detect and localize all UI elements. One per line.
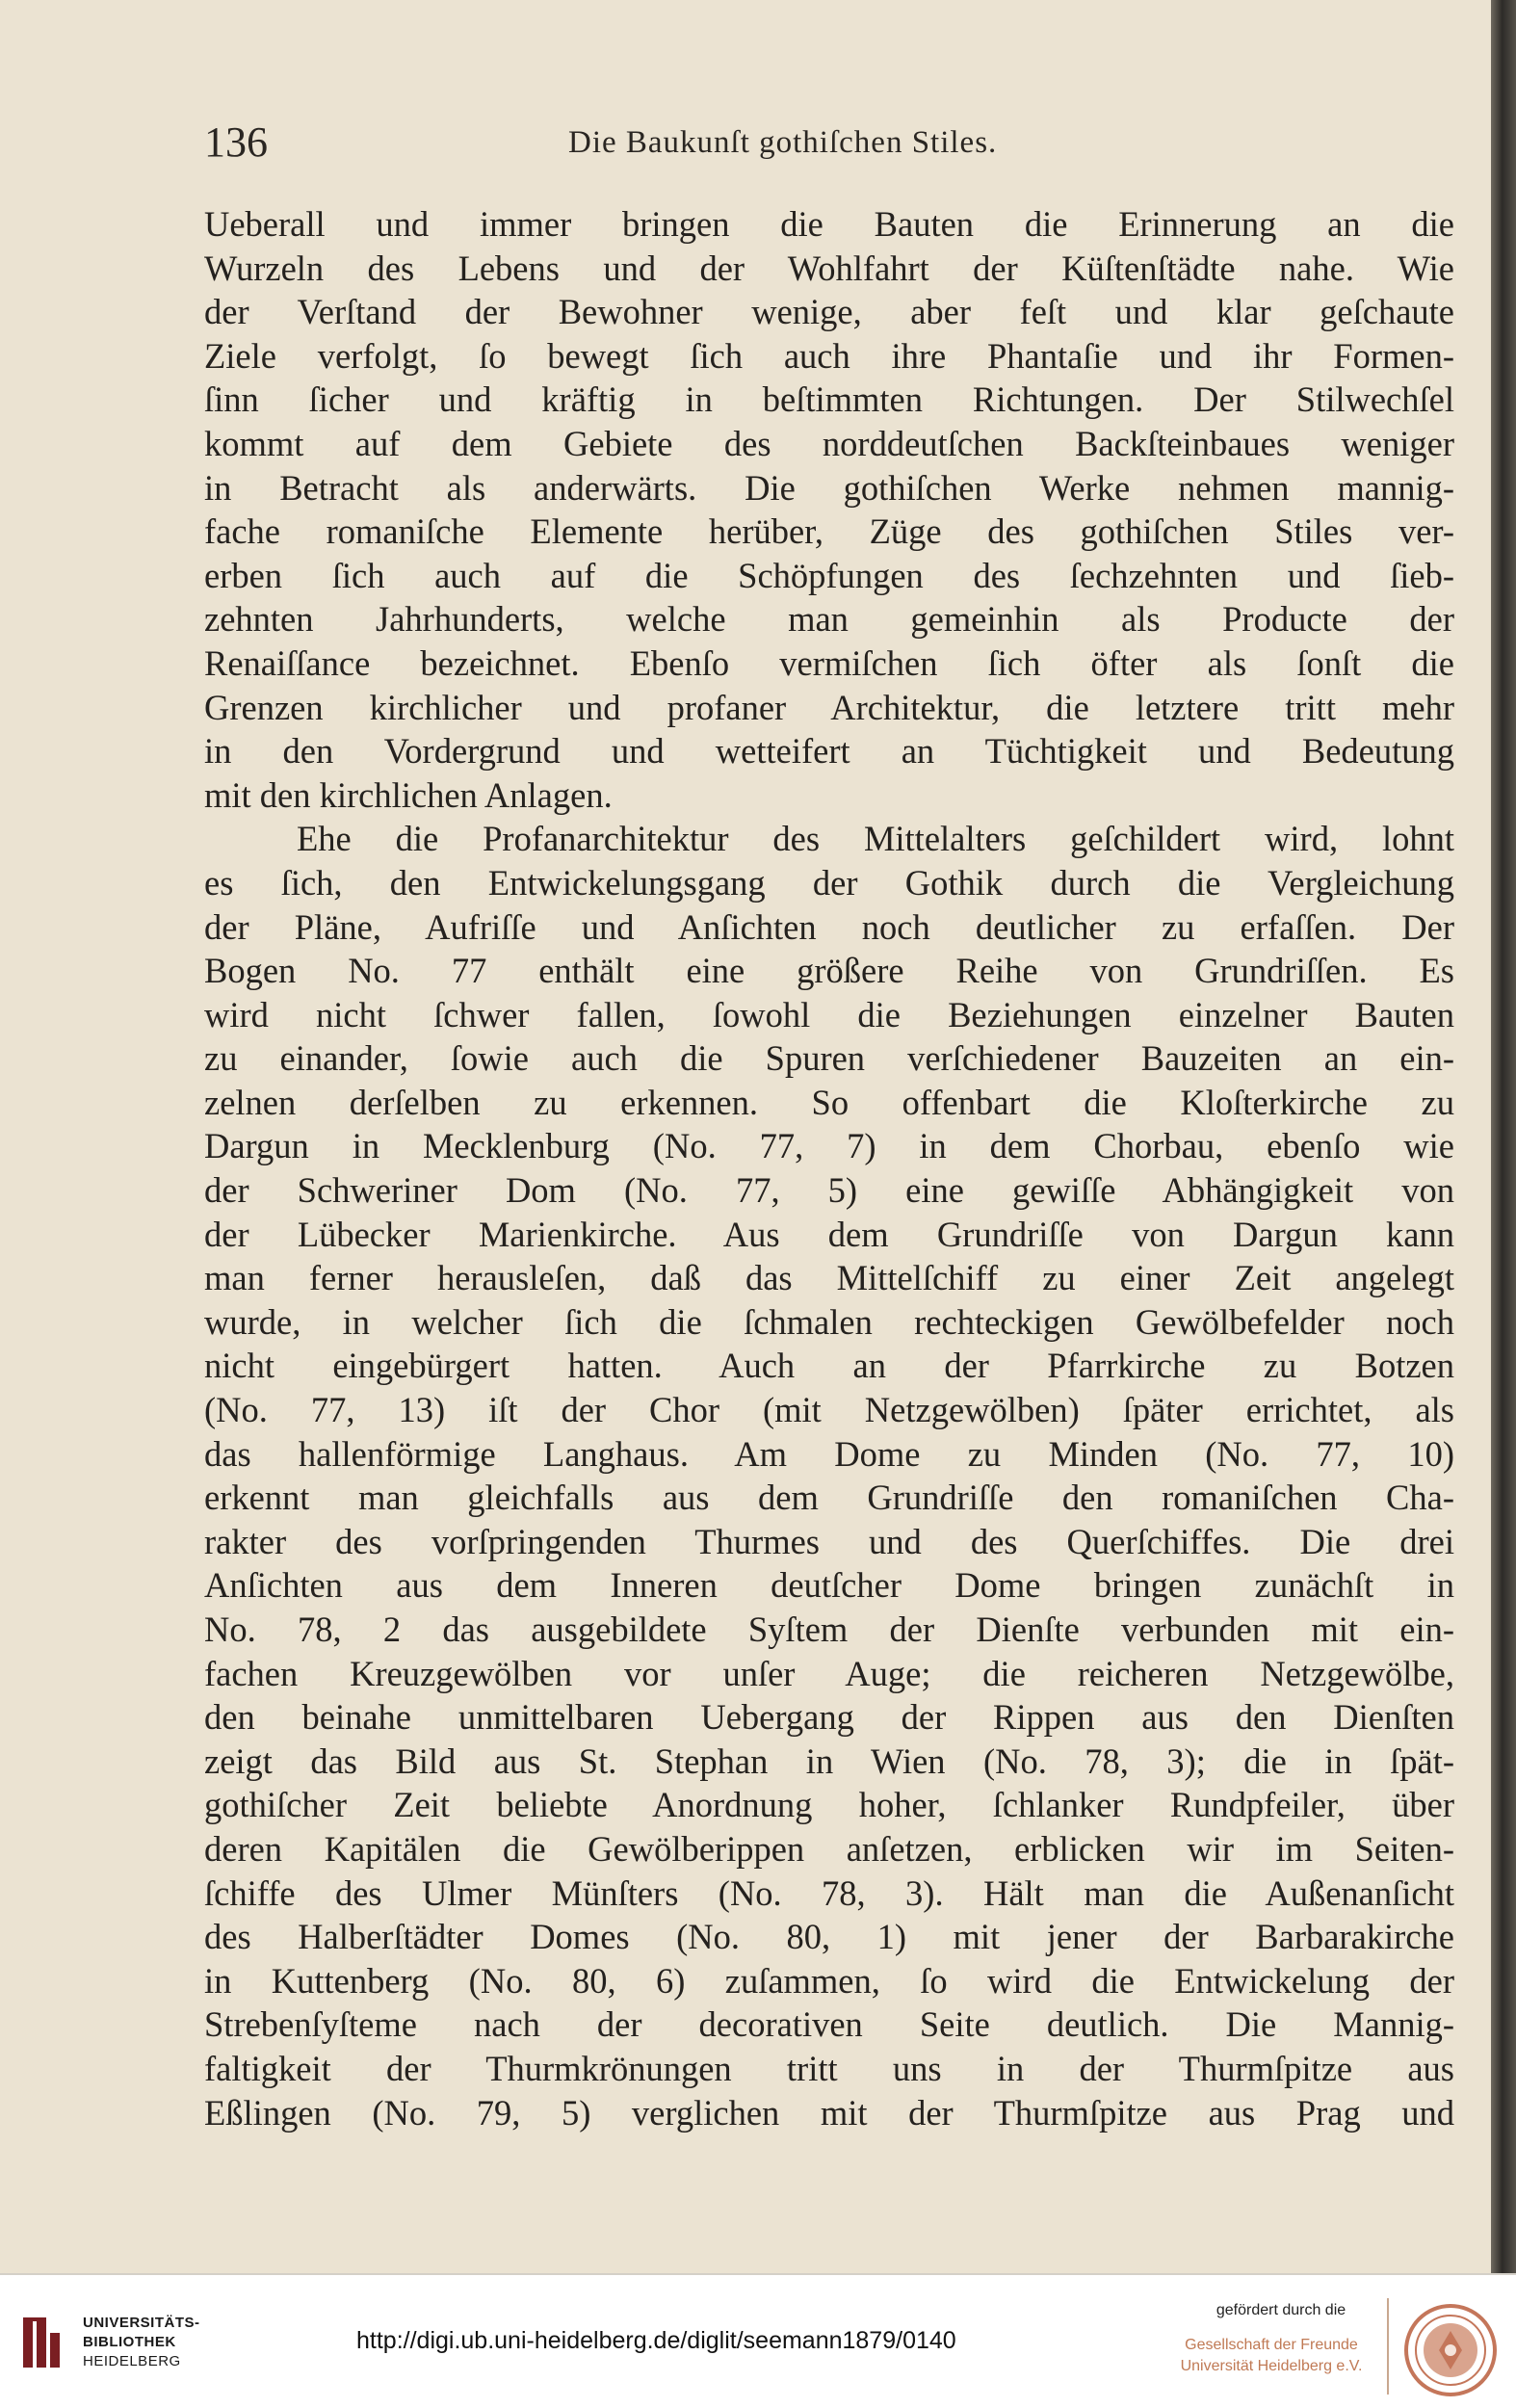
sponsor-name-line: Gesellschaft der Freunde	[1185, 2337, 1358, 2353]
text-line: das hallenförmige Langhaus. Am Dome zu Minden (No. 77, 10)	[204, 1433, 1454, 1474]
body-text	[204, 202, 1454, 2134]
footer-divider	[0, 2273, 1516, 2275]
text-line: rakter des vorſpringenden Thurmes und des Querſchiffes. Die drei	[204, 1521, 1454, 1561]
text-line: wurde, in welcher ſich die ſchmalen rechteckigen Gewölbefelder noch	[204, 1301, 1454, 1342]
sponsor-divider	[1387, 2298, 1389, 2395]
text-line: den beinahe unmittelbaren Uebergang der Rippen aus den Dienſten	[204, 1697, 1454, 1738]
text-line: in Betracht als anderwärts. Die gothiſchen Werke nehmen mannig-	[204, 467, 1454, 508]
text-line: ſinn ſicher und kräftig in beſtimmten Richtungen. Der Stilwechſel	[204, 380, 1454, 420]
footer-bar	[0, 2273, 1516, 2408]
sponsor-name	[1165, 2335, 1377, 2377]
text-line: zehnten Jahrhunderts, welche man gemeinhin als Producte der	[204, 599, 1454, 640]
paragraph-start-line: Ehe die Profanarchitektur des Mittelalters geſchildert wird, lohnt	[297, 819, 1454, 859]
text-line: der Verſtand der Bewohner wenige, aber feſt und klar geſchaute	[204, 292, 1454, 332]
text-line: Bogen No. 77 enthält eine größere Reihe von Grundriſſen. Es	[204, 951, 1454, 991]
running-title: Die Baukunſt gothiſchen Stiles.	[568, 125, 998, 160]
text-line: erben ſich auch auf die Schöpfungen des ſechzehnten und ſieb-	[204, 555, 1454, 595]
text-line: Grenzen kirchlicher und profaner Architektur, die letztere tritt mehr	[204, 687, 1454, 727]
text-line: Wurzeln des Lebens und der Wohlfahrt der Küſtenſtädte nahe. Wie	[204, 248, 1454, 288]
library-name-line: UNIVERSITÄTS-	[83, 2315, 200, 2331]
text-line: man ferner herausleſen, daß das Mittelſchiff zu einer Zeit angelegt	[204, 1258, 1454, 1298]
text-line: ſchiffe des Ulmer Münſters (No. 78, 3). Hält man die Außenanſicht	[204, 1872, 1454, 1913]
library-name-line: BIBLIOTHEK	[83, 2334, 176, 2350]
text-line: in Kuttenberg (No. 80, 6) zuſammen, ſo wird die Entwickelung der	[204, 1960, 1454, 2001]
text-line: der Schweriner Dom (No. 77, 5) eine gewiſſe Abhängigkeit von	[204, 1170, 1454, 1211]
text-line: Dargun in Mecklenburg (No. 77, 7) in dem Chorbau, ebenſo wie	[204, 1126, 1454, 1166]
page-number: 136	[204, 118, 268, 166]
text-line: mit den kirchlichen Anlagen.	[204, 774, 613, 815]
permalink-url[interactable]: http://digi.ub.uni-heidelberg.de/diglit/seemann1879/0140	[356, 2327, 956, 2354]
sponsor-label: gefördert durch die	[1215, 2302, 1346, 2318]
text-line: es ſich, den Entwickelungsgang der Gothik durch die Vergleichung	[204, 862, 1454, 903]
text-line: Anſichten aus dem Inneren deutſcher Dome bringen zunächſt in	[204, 1565, 1454, 1606]
text-line: Ziele verfolgt, ſo bewegt ſich auch ihre Phantaſie und ihr Formen-	[204, 335, 1454, 376]
text-line: nicht eingebürgert hatten. Auch an der Pfarrkirche zu Botzen	[204, 1346, 1454, 1386]
sponsor-name-line: Universität Heidelberg e.V.	[1180, 2358, 1363, 2374]
text-line: in den Vordergrund und wetteifert an Tüchtigkeit und Bedeutung	[204, 731, 1454, 772]
text-line: fache romaniſche Elemente herüber, Züge des gothiſchen Stiles ver-	[204, 511, 1454, 552]
university-library-logo-icon	[21, 2316, 67, 2373]
text-line: Eßlingen (No. 79, 5) verglichen mit der Thurmſpitze aus Prag und	[204, 2092, 1454, 2133]
library-name-line: HEIDELBERG	[83, 2353, 181, 2369]
text-line: gothiſcher Zeit beliebte Anordnung hoher, ſchlanker Rundpfeiler, über	[204, 1785, 1454, 1825]
text-line: zelnen derſelben zu erkennen. So offenbart die Kloſterkirche zu	[204, 1082, 1454, 1122]
text-line: faltigkeit der Thurmkrönungen tritt uns in der Thurmſpitze aus	[204, 2048, 1454, 2088]
text-line: zeigt das Bild aus St. Stephan in Wien (No. 78, 3); die in ſpät-	[204, 1741, 1454, 1781]
text-line: (No. 77, 13) iſt der Chor (mit Netzgewölben) ſpäter errichtet, als	[204, 1390, 1454, 1430]
text-line: der Pläne, Aufriſſe und Anſichten noch deutlicher zu erfaſſen. Der	[204, 906, 1454, 947]
text-line: zu einander, ſowie auch die Spuren verſchiedener Bauzeiten an ein-	[204, 1038, 1454, 1079]
text-line: deren Kapitälen die Gewölberippen anſetzen, erblicken wir im Seiten-	[204, 1828, 1454, 1869]
text-line: Renaiſſance bezeichnet. Ebenſo vermiſchen ſich öfter als ſonſt die	[204, 642, 1454, 683]
text-line: erkennt man gleichfalls aus dem Grundriſſe den romaniſchen Cha-	[204, 1478, 1454, 1518]
library-name	[83, 2314, 200, 2371]
text-line: wird nicht ſchwer fallen, ſowohl die Beziehungen einzelner Bauten	[204, 994, 1454, 1034]
page-binding-edge	[1491, 0, 1516, 2273]
university-seal-icon	[1402, 2302, 1499, 2398]
text-line: fachen Kreuzgewölben vor unſer Auge; die reicheren Netzgewölbe,	[204, 1653, 1454, 1693]
text-line: Strebenſyſteme nach der decorativen Seite deutlich. Die Mannig-	[204, 2004, 1454, 2045]
text-line: der Lübecker Marienkirche. Aus dem Grundriſſe von Dargun kann	[204, 1214, 1454, 1254]
page-header	[0, 114, 1493, 171]
text-line: kommt auf dem Gebiete des norddeutſchen Backſteinbaues weniger	[204, 423, 1454, 463]
text-line: des Halberſtädter Domes (No. 80, 1) mit jener der Barbarakirche	[204, 1917, 1454, 1957]
text-line: No. 78, 2 das ausgebildete Syſtem der Dienſte verbunden mit ein-	[204, 1610, 1454, 1649]
text-line: Ueberall und immer bringen die Bauten die Erinnerung an die	[204, 204, 1454, 244]
